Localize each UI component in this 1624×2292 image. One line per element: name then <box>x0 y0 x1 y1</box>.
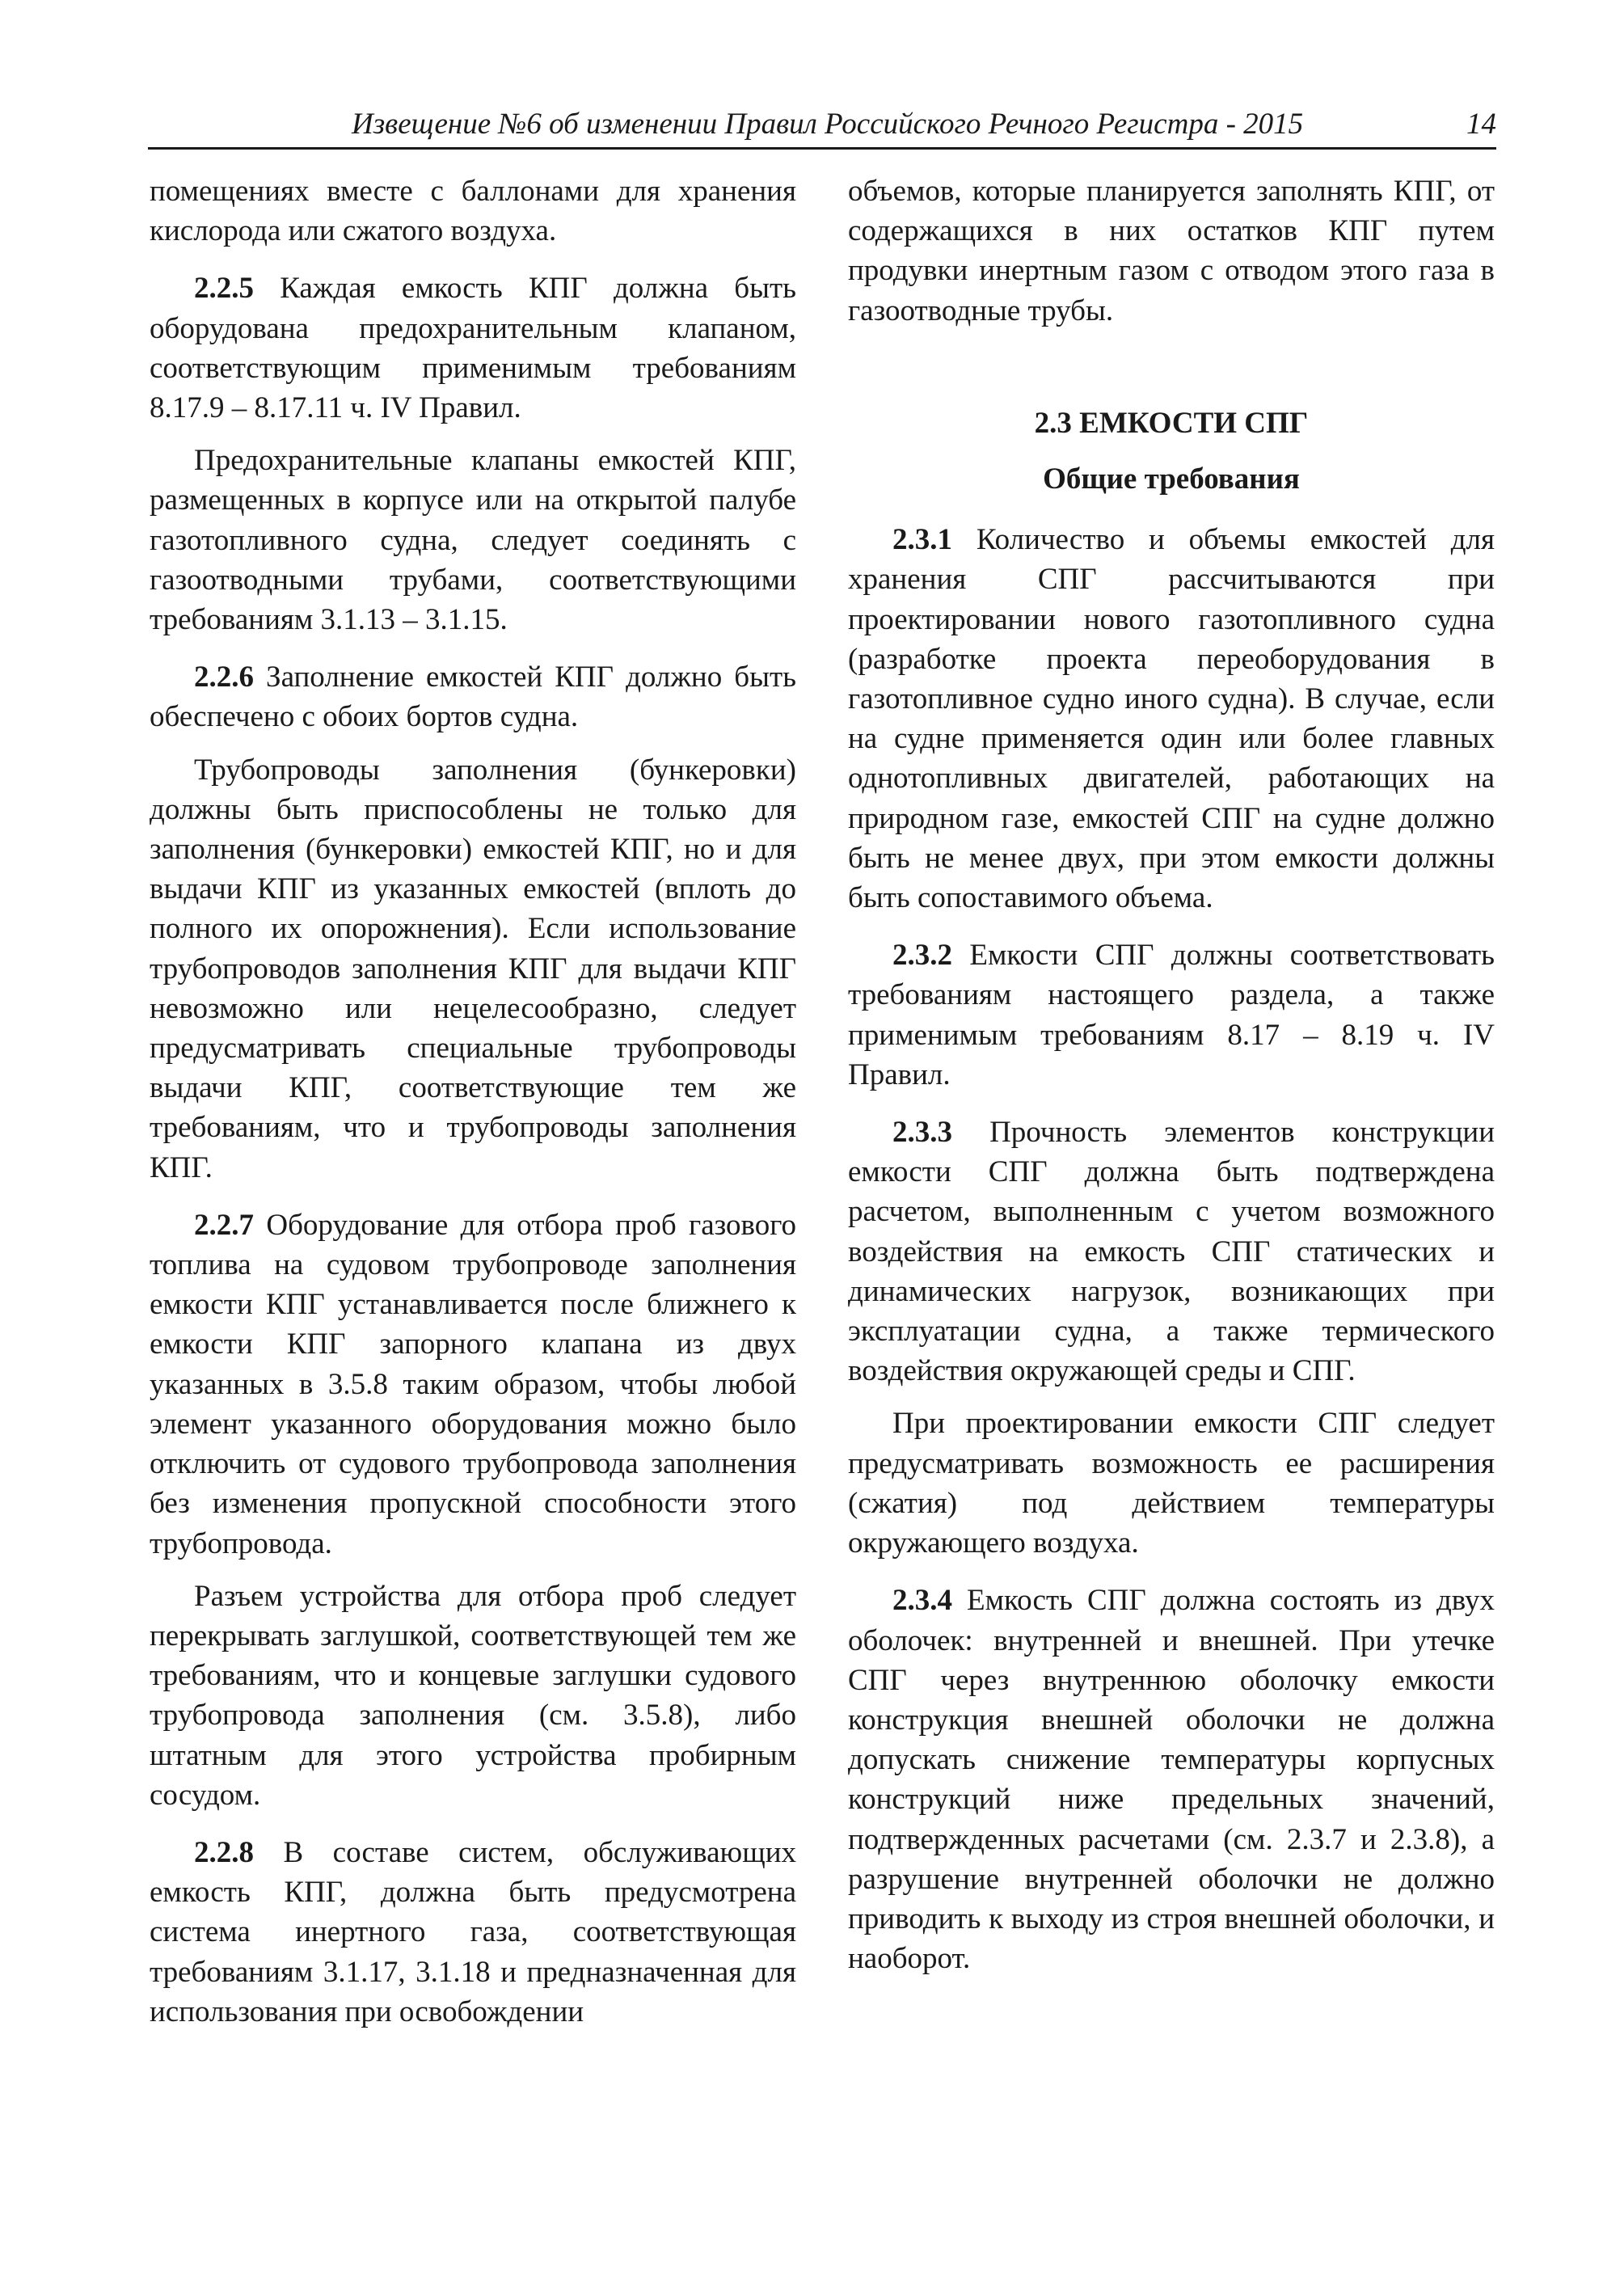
clause-2-2-5 <box>150 268 796 428</box>
clause-number: 2.3.3 <box>892 1116 952 1150</box>
paragraph-text: При проектировании емкости СПГ следует предусматривать возможность ее расширения (сжатия) под действием температуры окружающего воздуха. <box>848 1407 1495 1560</box>
clause-2-2-7 <box>150 1205 796 1564</box>
paragraph <box>848 1403 1495 1563</box>
subsection-heading: Общие требования <box>1043 462 1300 496</box>
clause-2-2-8 <box>150 1833 796 2032</box>
clause-number: 2.2.6 <box>194 661 254 694</box>
paragraph-text: Трубопроводы заполнения (бункеровки) должны быть приспособлены не только для заполнения (бункеровки) емкостей КПГ, но и для выдачи КПГ из указанных емкостей (вплоть до полного их опорожнения). Если использование трубопроводов заполнения КПГ для выдачи КПГ невозможно или нецелесообразно, следует предусматривать специальные трубопроводы выдачи КПГ, соответствующие тем же требованиям, что и трубопроводы заполнения КПГ. <box>150 753 796 1184</box>
clause-text: Заполнение емкостей КПГ должно быть обеспечено с обоих бортов судна. <box>150 661 796 734</box>
clause-text: Каждая емкость КПГ должна быть оборудована предохранительным клапаном, соответствующим применимым требованиям 8.17.9 – 8.17.11 ч. IV Правил. <box>150 272 797 425</box>
clause-text: Прочность элементов конструкции емкости СПГ должна быть подтверждена расчетом, выполненным с учетом возможного воздействия на емкость СПГ статических и динамических нагрузок, возникающих при эксплуатации судна, а также термического воздействия окружающей среды и СПГ. <box>848 1116 1495 1388</box>
clause-number: 2.3.4 <box>892 1584 952 1618</box>
clause-number: 2.2.8 <box>194 1835 254 1869</box>
clause-2-2-6 <box>150 657 796 737</box>
clause-number: 2.2.5 <box>194 272 254 306</box>
clause-number: 2.3.1 <box>892 523 952 557</box>
clause-number: 2.2.7 <box>194 1208 254 1242</box>
clause-2-3-4 <box>848 1581 1495 1978</box>
paragraph <box>150 750 796 1188</box>
clause-number: 2.3.2 <box>892 939 952 973</box>
left-column <box>150 171 796 2045</box>
paragraph-continued <box>150 171 796 251</box>
clause-text: Количество и объемы емкостей для хранения СПГ рассчитываются при проектировании нового газотопливного судна (разработке проекта переоборудования в газотопливное судно иного судна). В случае, если на судне применяется один или более главных однотопливных двигателей, работающих на природном газе, емкостей СПГ на судне должно быть не менее двух, при этом емкости должны быть сопоставимого объема. <box>848 523 1495 915</box>
page-header <box>148 103 1496 150</box>
clause-2-3-2 <box>848 935 1495 1095</box>
paragraph-continued <box>848 171 1495 331</box>
header-title: Извещение №6 об изменении Правил Российского Речного Регистра - 2015 <box>352 108 1304 141</box>
paragraph-text: помещениях вместе с баллонами для хранения кислорода или сжатого воздуха. <box>150 175 796 248</box>
paragraph-text: Предохранительные клапаны емкостей КПГ, размещенных в корпусе или на открытой палубе газотопливного судна, следует соединять с газоотводными трубами, соответствующими требованиям 3.1.13 – 3.1.15. <box>150 444 796 637</box>
clause-text: Оборудование для отбора проб газового топлива на судовом трубопроводе заполнения емкости КПГ устанавливается после ближнего к емкости КПГ запорного клапана из двух указанных в 3.5.8 таким образом, чтобы любой элемент указанного оборудования можно было отключить от судового трубопровода заполнения без изменения пропускной способности этого трубопровода. <box>150 1208 797 1560</box>
clause-2-3-1 <box>848 520 1495 918</box>
section-heading: 2.3 ЕМКОСТИ СПГ <box>1034 406 1309 440</box>
clause-text: Емкости СПГ должны соответствовать требованиям настоящего раздела, а также применимым требованиям 8.17 – 8.19 ч. IV Правил. <box>848 939 1495 1091</box>
paragraph-text: объемов, которые планируется заполнять КПГ, от содержащихся в них остатков КПГ путем продувки инертным газом с отводом этого газа в газоотводные трубы. <box>848 175 1495 327</box>
clause-2-3-3 <box>848 1112 1495 1391</box>
paragraph-text: Разъем устройства для отбора проб следует перекрывать заглушкой, соответствующей тем же требованиям, что и концевые заглушки судового трубопровода заполнения (см. 3.5.8), либо штатным для этого устройства пробирным сосудом. <box>150 1579 796 1812</box>
page-number: 14 <box>1466 108 1496 141</box>
paragraph <box>150 1577 796 1815</box>
clause-text: Емкость СПГ должна состоять из двух оболочек: внутренней и внешней. При утечке СПГ через внутреннюю оболочку емкости конструкция внешней оболочки не должна допускать снижение температуры корпусных конструкций ниже предельных значений, подтвержденных расчетами (см. 2.3.7 и 2.3.8), а разрушение внутренней оболочки не должно приводить к выходу из строя внешней оболочки, и наоборот. <box>848 1584 1495 1976</box>
paragraph <box>150 441 796 639</box>
right-column <box>848 171 1495 1991</box>
clause-text: В составе систем, обслуживающих емкость КПГ, должна быть предусмотрена система инертного газа, соответствующая требованиям 3.1.17, 3.1.18 и предназначенная для использования при освобождении <box>150 1835 796 2028</box>
